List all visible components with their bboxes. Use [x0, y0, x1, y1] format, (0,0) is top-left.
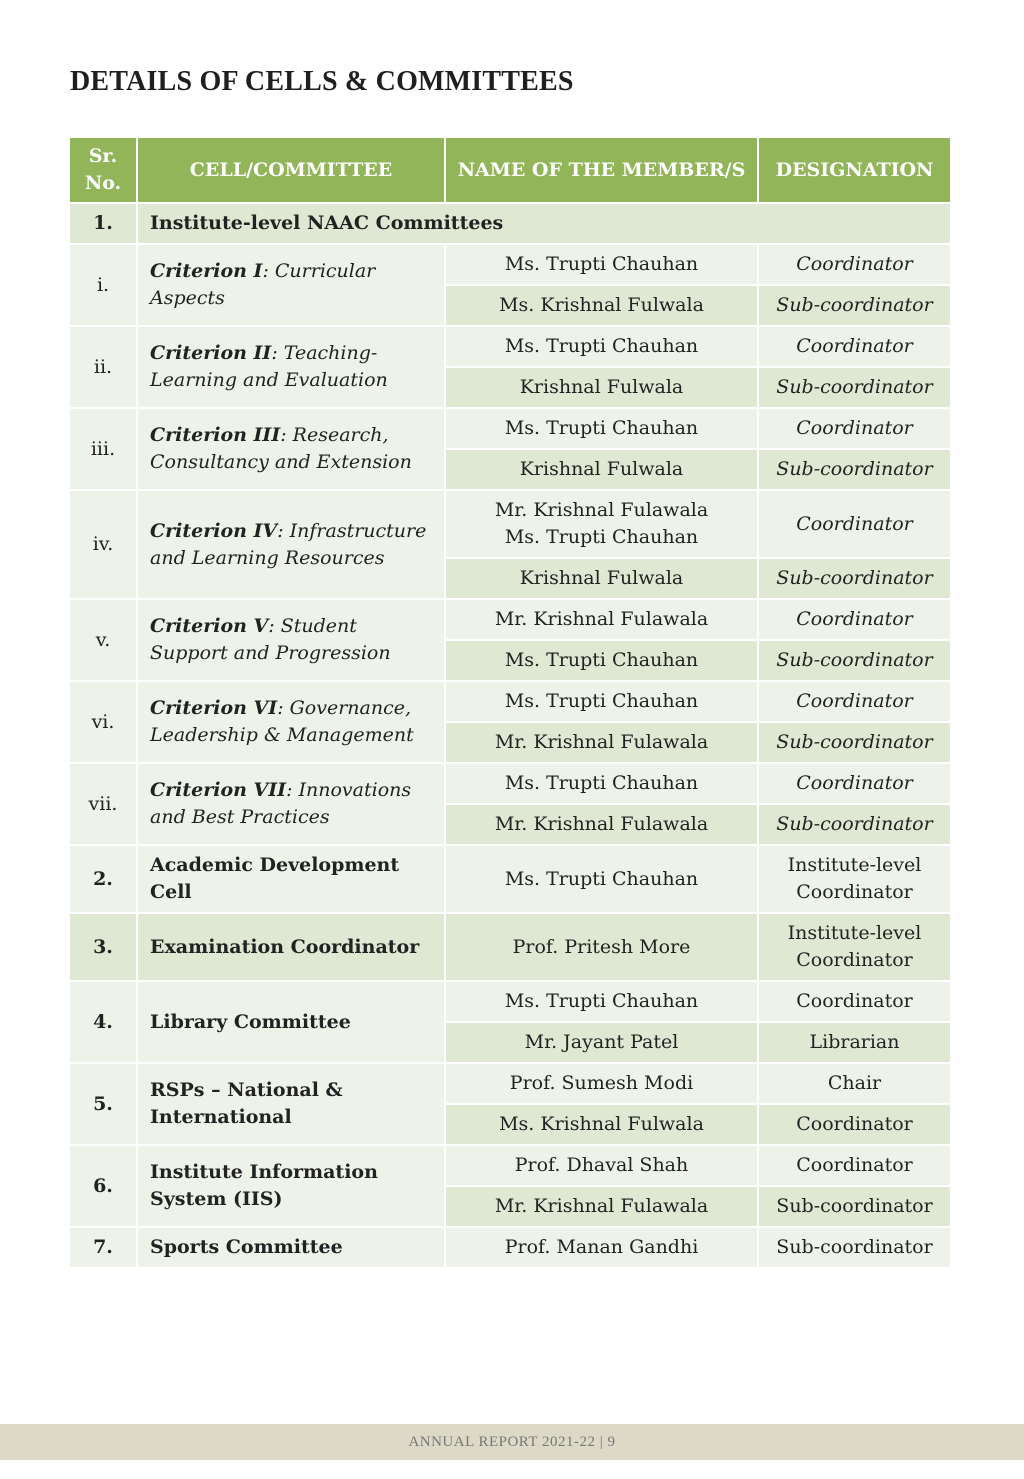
sr-no: 7.: [70, 1228, 136, 1267]
member-names: [446, 491, 757, 557]
criterion-cell: [138, 245, 444, 325]
designation: Sub-coordinator: [759, 368, 950, 407]
criterion-desc: : Curricular Aspects: [150, 260, 376, 309]
member-name: Mr. Krishnal Fulawala: [446, 723, 757, 762]
member-name: Krishnal Fulwala: [446, 368, 757, 407]
criterion-desc: : Research, Consultancy and Extension: [150, 424, 412, 473]
table-row: [70, 1064, 950, 1103]
committee-name: Sports Committee: [138, 1228, 444, 1267]
criterion-desc: : Innovations and Best Practices: [150, 779, 412, 828]
designation: Coordinator: [759, 600, 950, 639]
criterion-cell: [138, 409, 444, 489]
table-row: [70, 846, 950, 912]
member-name: Ms. Trupti Chauhan: [446, 245, 757, 284]
member-name: Prof. Manan Gandhi: [446, 1228, 757, 1267]
designation-line: Institute-level: [787, 854, 922, 876]
member-name: Krishnal Fulwala: [446, 450, 757, 489]
member-name: Ms. Trupti Chauhan: [446, 327, 757, 366]
criterion-cell: [138, 327, 444, 407]
member-name: Ms. Krishnal Fulwala: [446, 286, 757, 325]
member-name: Mr. Jayant Patel: [446, 1023, 757, 1062]
designation: Coordinator: [759, 682, 950, 721]
designation: Coordinator: [759, 409, 950, 448]
designation: Sub-coordinator: [759, 723, 950, 762]
sr-no: 4.: [70, 982, 136, 1062]
criterion-label: Criterion III: [150, 424, 281, 446]
sr-no: vi.: [70, 682, 136, 762]
table-row: [70, 914, 950, 980]
designation: Coordinator: [759, 245, 950, 284]
sr-no: iii.: [70, 409, 136, 489]
sr-no: 3.: [70, 914, 136, 980]
member-name: Krishnal Fulwala: [446, 559, 757, 598]
table-row: [70, 204, 950, 243]
table-row: [70, 409, 950, 448]
criterion-cell: [138, 600, 444, 680]
table-row: [70, 764, 950, 803]
designation: [759, 914, 950, 980]
member-name: Ms. Trupti Chauhan: [446, 764, 757, 803]
criterion-label: Criterion V: [150, 615, 269, 637]
table-row: [70, 682, 950, 721]
criterion-label: Criterion I: [150, 260, 263, 282]
designation: Coordinator: [759, 764, 950, 803]
table-row: [70, 982, 950, 1021]
designation: Chair: [759, 1064, 950, 1103]
committee-name: Academic Development Cell: [138, 846, 444, 912]
member-name: Prof. Dhaval Shah: [446, 1146, 757, 1185]
page-title: DETAILS OF CELLS & COMMITTEES: [70, 66, 574, 97]
member-name: Ms. Trupti Chauhan: [446, 682, 757, 721]
table-row: [70, 491, 950, 557]
member-name: Ms. Trupti Chauhan: [446, 641, 757, 680]
table-row: [70, 1146, 950, 1185]
member-name: Mr. Krishnal Fulawala: [446, 805, 757, 844]
designation: Librarian: [759, 1023, 950, 1062]
member-name: Prof. Sumesh Modi: [446, 1064, 757, 1103]
committee-name: Examination Coordinator: [138, 914, 444, 980]
member-name: Ms. Trupti Chauhan: [504, 526, 699, 548]
page-footer: ANNUAL REPORT 2021-22 | 9: [0, 1424, 1024, 1460]
designation: Sub-coordinator: [759, 1187, 950, 1226]
header-member-names: NAME OF THE MEMBER/S: [446, 138, 757, 202]
committee-name: RSPs – National & International: [138, 1064, 444, 1144]
criterion-label: Criterion VI: [150, 697, 278, 719]
sr-no: 2.: [70, 846, 136, 912]
designation: Coordinator: [759, 1146, 950, 1185]
sr-no: i.: [70, 245, 136, 325]
designation: Coordinator: [759, 1105, 950, 1144]
criterion-desc: : Student Support and Progression: [150, 615, 391, 664]
designation-line: Coordinator: [796, 881, 913, 903]
designation: Sub-coordinator: [759, 286, 950, 325]
designation: Sub-coordinator: [759, 805, 950, 844]
designation: Coordinator: [759, 491, 950, 557]
sr-no: vii.: [70, 764, 136, 844]
designation: [759, 846, 950, 912]
designation: Sub-coordinator: [759, 641, 950, 680]
designation-line: Coordinator: [796, 949, 913, 971]
criterion-desc: : Infrastructure and Learning Resources: [150, 519, 427, 569]
designation: Coordinator: [759, 982, 950, 1021]
member-name: Prof. Pritesh More: [446, 914, 757, 980]
table-row: [70, 1228, 950, 1267]
sr-no: iv.: [70, 491, 136, 598]
committees-table: [68, 136, 952, 1269]
member-name: Ms. Trupti Chauhan: [446, 982, 757, 1021]
header-cell-committee: CELL/COMMITTEE: [138, 138, 444, 202]
member-name: Mr. Krishnal Fulawala: [494, 499, 709, 521]
sr-no: v.: [70, 600, 136, 680]
designation: Coordinator: [759, 327, 950, 366]
designation: Sub-coordinator: [759, 1228, 950, 1267]
committee-name: Library Committee: [138, 982, 444, 1062]
sr-no: 1.: [70, 204, 136, 243]
member-name: Ms. Trupti Chauhan: [446, 409, 757, 448]
criterion-cell: [138, 764, 444, 844]
criterion-desc: : Governance, Leadership & Management: [150, 697, 414, 746]
criterion-label: Criterion II: [150, 342, 272, 364]
designation: Sub-coordinator: [759, 559, 950, 598]
criterion-desc: : Teaching-Learning and Evaluation: [150, 342, 388, 391]
committee-name: Institute-level NAAC Committees: [138, 204, 950, 243]
sr-no: ii.: [70, 327, 136, 407]
header-designation: DESIGNATION: [759, 138, 950, 202]
designation: Sub-coordinator: [759, 450, 950, 489]
sr-no: 6.: [70, 1146, 136, 1226]
member-name: Mr. Krishnal Fulawala: [446, 600, 757, 639]
header-sr-no: Sr. No.: [70, 138, 136, 202]
criterion-cell: [138, 491, 444, 598]
member-name: Mr. Krishnal Fulawala: [446, 1187, 757, 1226]
member-name: Ms. Trupti Chauhan: [446, 846, 757, 912]
table-header-row: [70, 138, 950, 202]
committee-name: Institute Information System (IIS): [138, 1146, 444, 1226]
member-name: Ms. Krishnal Fulwala: [446, 1105, 757, 1144]
criterion-label: Criterion VII: [150, 779, 287, 801]
table-row: [70, 600, 950, 639]
table-row: [70, 245, 950, 284]
criterion-label: Criterion IV: [150, 519, 278, 542]
table-row: [70, 327, 950, 366]
criterion-cell: [138, 682, 444, 762]
sr-no: 5.: [70, 1064, 136, 1144]
designation-line: Institute-level: [787, 922, 922, 944]
